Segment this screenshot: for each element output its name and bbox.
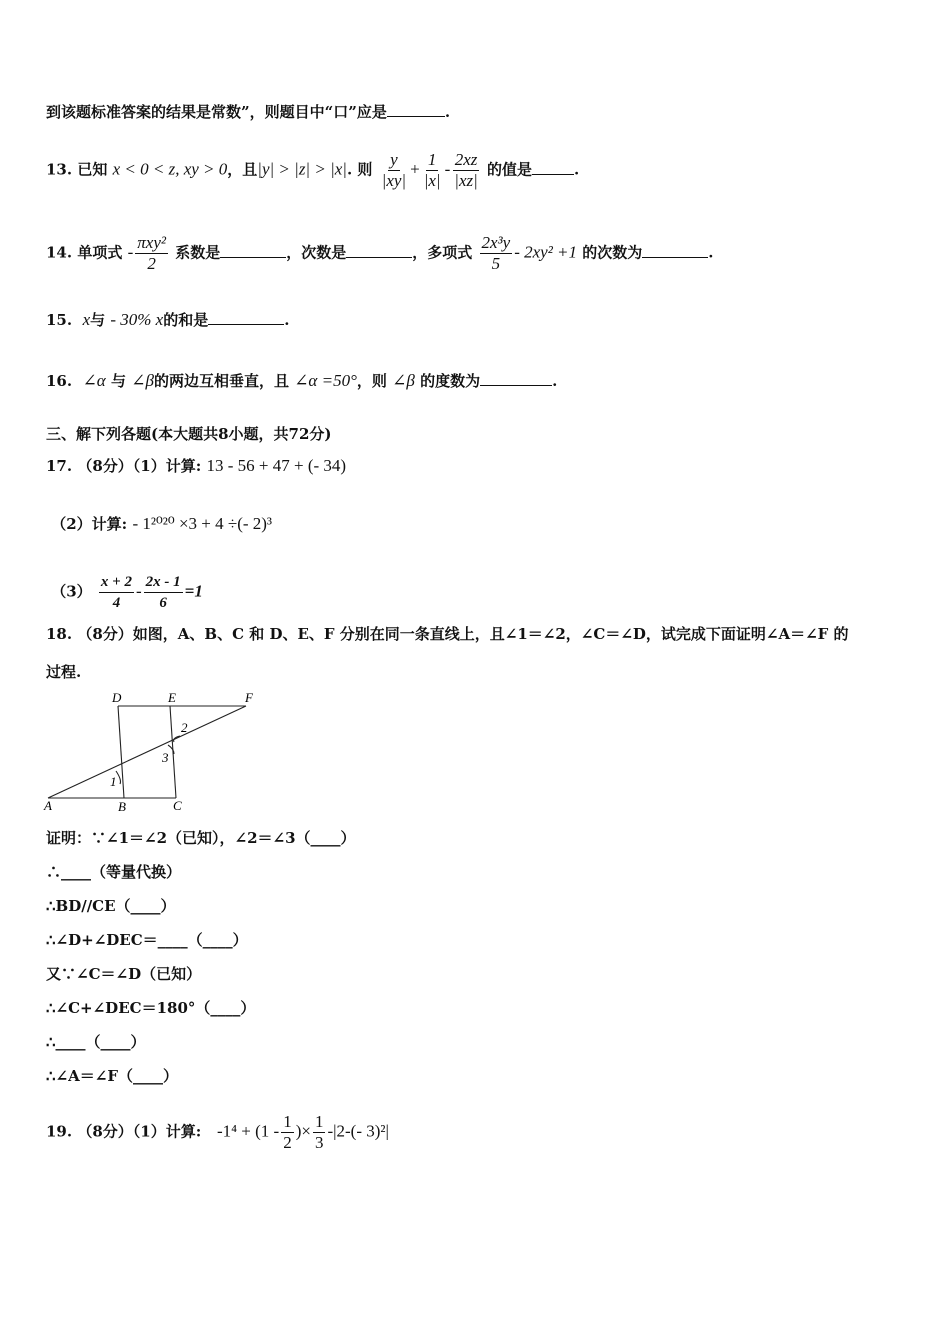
fraction: $\frac{y}{|xy|}$ [381, 150, 407, 190]
proof-line: ∴∠D+∠DEC＝____（____） [46, 931, 248, 949]
label-F: F [245, 690, 253, 705]
question-15: 15. x与 - 30% x的和是 . [46, 310, 290, 329]
label-E: E [168, 690, 176, 705]
fraction: $\frac{1}{|x|}$ [423, 150, 441, 190]
continued-line: 到该题标准答案的结果是常数”，则题目中“口”应是 . [46, 103, 451, 121]
section-heading: 三、解下列各题(本大题共8小题，共72分) [46, 425, 332, 443]
answer-blank[interactable] [532, 162, 574, 175]
proof-line: ∴∠A＝∠F（____） [46, 1067, 178, 1085]
proof-line: 又∵∠C＝∠D（已知） [46, 965, 202, 983]
question-19: 19. （8分）（1）计算: -1⁴ + (1 - $\frac{1}{2}$ )× $\frac{1}{3}$ -|2-(- 3)²| [46, 1112, 389, 1152]
condition-expr: x < 0 < z, xy > 0 [112, 159, 228, 179]
question-18-cont: 过程. [46, 663, 82, 681]
label-3: 3 [162, 750, 169, 765]
answer-blank[interactable] [208, 312, 284, 325]
label-A: A [44, 798, 52, 813]
fraction: $\frac{2xz}{|xz|}$ [454, 150, 478, 190]
label-C: C [173, 798, 182, 813]
answer-blank[interactable] [387, 104, 445, 117]
label-D: D [112, 690, 122, 705]
angle-1-arc [116, 771, 121, 784]
question-17-part2: （2）计算: - 1²⁰²⁰ ×3 + 4 ÷(- 2)³ [51, 514, 273, 533]
fraction: $\frac{1}{3}$ [314, 1112, 324, 1152]
fraction: $\frac{\text{2x³y}}{5}$ [481, 233, 511, 273]
fraction: $\frac{2x - 1}{6}$ [145, 574, 181, 611]
label-2: 2 [181, 720, 188, 735]
question-17-part3: （3） $\frac{x + 2}{4}$ - $\frac{2x - 1}{6}$ =1 [51, 574, 203, 611]
fraction: $\frac{1}{2}$ [283, 1112, 292, 1152]
geometry-figure [40, 688, 270, 818]
fraction: $\frac{\text{πxy²}}{2}$ [137, 233, 166, 273]
proof-line: ∴____（____） [46, 1033, 146, 1051]
line-DB [118, 706, 124, 798]
answer-blank[interactable] [642, 245, 708, 258]
answer-blank[interactable] [480, 373, 552, 386]
line-AF [48, 706, 246, 798]
label-1: 1 [110, 774, 117, 789]
question-14: 14. 单项式 - $\frac{\text{πxy²}}{2}$ 系数是 ，次数是 ，多项式 $\frac{\text{2x³y}}{5}$ - 2xy² +1 的次数为 . [46, 233, 714, 273]
fraction: $\frac{x + 2}{4}$ [100, 574, 132, 611]
question-17-part1: 17. （8分）（1）计算: 13 - 56 + 47 + (- 34) [46, 456, 347, 475]
line-EC [170, 706, 176, 798]
proof-line: ∴____（等量代换） [46, 863, 182, 881]
proof-line: 证明：∵∠1＝∠2（已知），∠2＝∠3（____） [46, 829, 356, 847]
question-16: 16. ∠α 与 ∠β的两边互相垂直，且 ∠α =50°，则 ∠β 的度数为 . [46, 371, 558, 390]
proof-line: ∴BD//CE（____） [46, 897, 176, 915]
proof-line: ∴∠C+∠DEC＝180°（____） [46, 999, 256, 1017]
label-B: B [118, 799, 126, 814]
question-13: 13. 已知 x < 0 < z, xy > 0，且|y| > |z| > |x|. 则 $\frac{y}{|xy|}$ + $\frac{1}{|x|}$ - $\frac{2xz}{|xz|}$ 的值是 . [46, 150, 580, 190]
question-18: 18. （8分）如图，A、B、C 和 D、E、F 分别在同一条直线上，且∠1＝∠2，∠C＝∠D，试完成下面证明∠A＝∠F 的 [46, 625, 849, 643]
answer-blank[interactable] [346, 245, 412, 258]
answer-blank[interactable] [220, 245, 286, 258]
